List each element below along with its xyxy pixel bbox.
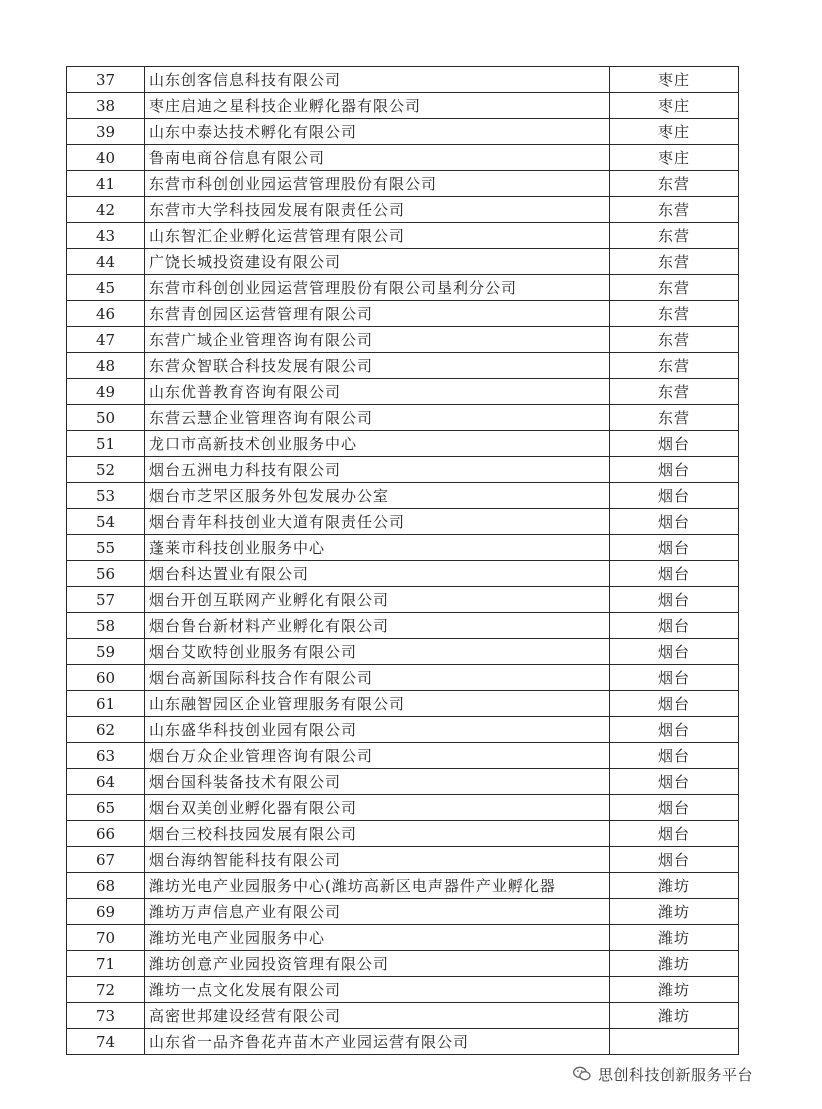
city-name: 东营: [610, 301, 739, 327]
table-row: [67, 509, 739, 535]
table-row: [67, 587, 739, 613]
company-name: 高密世邦建设经营有限公司: [145, 1003, 610, 1029]
company-name: 烟台海纳智能科技有限公司: [145, 847, 610, 873]
row-number: 46: [67, 301, 145, 327]
city-name: 烟台: [610, 847, 739, 873]
wechat-icon: [572, 1064, 592, 1084]
company-name: 广饶长城投资建设有限公司: [145, 249, 610, 275]
company-name: 东营云慧企业管理咨询有限公司: [145, 405, 610, 431]
table-row: [67, 457, 739, 483]
company-name: 蓬莱市科技创业服务中心: [145, 535, 610, 561]
city-name: 潍坊: [610, 899, 739, 925]
row-number: 70: [67, 925, 145, 951]
table-row: [67, 691, 739, 717]
company-name: 烟台鲁台新材料产业孵化有限公司: [145, 613, 610, 639]
row-number: 61: [67, 691, 145, 717]
company-name: 山东创客信息科技有限公司: [145, 67, 610, 93]
row-number: 67: [67, 847, 145, 873]
city-name: 烟台: [610, 665, 739, 691]
city-name: 烟台: [610, 769, 739, 795]
company-name: 烟台科达置业有限公司: [145, 561, 610, 587]
company-name: 东营市科创创业园运营管理股份有限公司: [145, 171, 610, 197]
city-name: 烟台: [610, 821, 739, 847]
company-name: 龙口市高新技术创业服务中心: [145, 431, 610, 457]
table-row: [67, 743, 739, 769]
city-name: 烟台: [610, 457, 739, 483]
row-number: 43: [67, 223, 145, 249]
city-name: 潍坊: [610, 977, 739, 1003]
table-row: [67, 171, 739, 197]
row-number: 56: [67, 561, 145, 587]
company-name: 烟台五洲电力科技有限公司: [145, 457, 610, 483]
company-name: 枣庄启迪之星科技企业孵化器有限公司: [145, 93, 610, 119]
row-number: 49: [67, 379, 145, 405]
company-name: 山东融智园区企业管理服务有限公司: [145, 691, 610, 717]
city-name: 潍坊: [610, 925, 739, 951]
table-row: [67, 873, 739, 899]
city-name: 东营: [610, 353, 739, 379]
company-name: 鲁南电商谷信息有限公司: [145, 145, 610, 171]
row-number: 55: [67, 535, 145, 561]
table-row: [67, 353, 739, 379]
row-number: 39: [67, 119, 145, 145]
row-number: 53: [67, 483, 145, 509]
company-name: 东营市大学科技园发展有限责任公司: [145, 197, 610, 223]
city-name: 烟台: [610, 431, 739, 457]
city-name: 枣庄: [610, 67, 739, 93]
company-name: 潍坊创意产业园投资管理有限公司: [145, 951, 610, 977]
company-name: 烟台高新国际科技合作有限公司: [145, 665, 610, 691]
row-number: 71: [67, 951, 145, 977]
city-name: 枣庄: [610, 93, 739, 119]
table-row: [67, 639, 739, 665]
city-name: 枣庄: [610, 145, 739, 171]
row-number: 63: [67, 743, 145, 769]
company-name: 东营市科创创业园运营管理股份有限公司垦利分公司: [145, 275, 610, 301]
table-row: [67, 67, 739, 93]
table-row: [67, 847, 739, 873]
company-name: 烟台三校科技园发展有限公司: [145, 821, 610, 847]
city-name: 烟台: [610, 743, 739, 769]
table-row: [67, 821, 739, 847]
city-name: 烟台: [610, 795, 739, 821]
table-row: [67, 275, 739, 301]
company-name: 东营广域企业管理咨询有限公司: [145, 327, 610, 353]
row-number: 37: [67, 67, 145, 93]
watermark-text: 思创科技创新服务平台: [598, 1065, 754, 1084]
row-number: 68: [67, 873, 145, 899]
city-name: 烟台: [610, 509, 739, 535]
company-name: 烟台艾欧特创业服务有限公司: [145, 639, 610, 665]
table-row: [67, 899, 739, 925]
table-row: [67, 197, 739, 223]
table-row: [67, 119, 739, 145]
city-name: 东营: [610, 249, 739, 275]
table-row: [67, 795, 739, 821]
company-name: 烟台市芝罘区服务外包发展办公室: [145, 483, 610, 509]
city-name: 烟台: [610, 587, 739, 613]
city-name: 东营: [610, 197, 739, 223]
table-row: [67, 483, 739, 509]
row-number: 62: [67, 717, 145, 743]
row-number: 58: [67, 613, 145, 639]
company-name: 烟台双美创业孵化器有限公司: [145, 795, 610, 821]
row-number: 42: [67, 197, 145, 223]
table-row: [67, 301, 739, 327]
city-name: 烟台: [610, 613, 739, 639]
company-name: 山东智汇企业孵化运营管理有限公司: [145, 223, 610, 249]
city-name: 枣庄: [610, 119, 739, 145]
city-name: 烟台: [610, 483, 739, 509]
city-name: 潍坊: [610, 951, 739, 977]
table-row: [67, 717, 739, 743]
row-number: 66: [67, 821, 145, 847]
table-row: [67, 223, 739, 249]
row-number: 44: [67, 249, 145, 275]
table-row: [67, 405, 739, 431]
table-row: [67, 431, 739, 457]
city-name: 东营: [610, 405, 739, 431]
company-name: 潍坊一点文化发展有限公司: [145, 977, 610, 1003]
row-number: 72: [67, 977, 145, 1003]
company-name: 烟台青年科技创业大道有限责任公司: [145, 509, 610, 535]
table-body: [67, 67, 739, 1055]
row-number: 65: [67, 795, 145, 821]
city-name: 东营: [610, 275, 739, 301]
city-name: 潍坊: [610, 1003, 739, 1029]
company-name: 山东优普教育咨询有限公司: [145, 379, 610, 405]
row-number: 38: [67, 93, 145, 119]
city-name: 烟台: [610, 535, 739, 561]
row-number: 73: [67, 1003, 145, 1029]
city-name: 东营: [610, 327, 739, 353]
table-row: [67, 535, 739, 561]
table-row: [67, 93, 739, 119]
row-number: 40: [67, 145, 145, 171]
row-number: 54: [67, 509, 145, 535]
company-name: 潍坊万声信息产业有限公司: [145, 899, 610, 925]
row-number: 45: [67, 275, 145, 301]
row-number: 69: [67, 899, 145, 925]
company-name: 山东盛华科技创业园有限公司: [145, 717, 610, 743]
city-name: 东营: [610, 379, 739, 405]
incubator-list-table: [66, 66, 739, 1055]
city-name: 烟台: [610, 639, 739, 665]
table-row: [67, 327, 739, 353]
company-name: 烟台国科装备技术有限公司: [145, 769, 610, 795]
city-name: 烟台: [610, 717, 739, 743]
row-number: 64: [67, 769, 145, 795]
table-row: [67, 561, 739, 587]
row-number: 52: [67, 457, 145, 483]
city-name: [610, 1029, 739, 1055]
company-name: 烟台开创互联网产业孵化有限公司: [145, 587, 610, 613]
table-row: [67, 613, 739, 639]
company-name: 东营众智联合科技发展有限公司: [145, 353, 610, 379]
row-number: 41: [67, 171, 145, 197]
table-row: [67, 1003, 739, 1029]
row-number: 47: [67, 327, 145, 353]
company-name: 烟台万众企业管理咨询有限公司: [145, 743, 610, 769]
table-row: [67, 145, 739, 171]
row-number: 59: [67, 639, 145, 665]
table-row: [67, 925, 739, 951]
company-name: 潍坊光电产业园服务中心(潍坊高新区电声器件产业孵化器: [145, 873, 610, 899]
city-name: 烟台: [610, 561, 739, 587]
table-row: [67, 665, 739, 691]
city-name: 东营: [610, 223, 739, 249]
company-name: 东营青创园区运营管理有限公司: [145, 301, 610, 327]
row-number: 51: [67, 431, 145, 457]
row-number: 74: [67, 1029, 145, 1055]
row-number: 60: [67, 665, 145, 691]
city-name: 潍坊: [610, 873, 739, 899]
row-number: 57: [67, 587, 145, 613]
city-name: 东营: [610, 171, 739, 197]
company-name: 潍坊光电产业园服务中心: [145, 925, 610, 951]
table-row: [67, 769, 739, 795]
table-row: [67, 951, 739, 977]
city-name: 烟台: [610, 691, 739, 717]
table-row: [67, 249, 739, 275]
table-row: [67, 379, 739, 405]
table-row: [67, 977, 739, 1003]
company-name: 山东省一品齐鲁花卉苗木产业园运营有限公司: [145, 1029, 610, 1055]
watermark: [568, 1062, 757, 1086]
row-number: 50: [67, 405, 145, 431]
table-row: [67, 1029, 739, 1055]
row-number: 48: [67, 353, 145, 379]
company-name: 山东中泰达技术孵化有限公司: [145, 119, 610, 145]
